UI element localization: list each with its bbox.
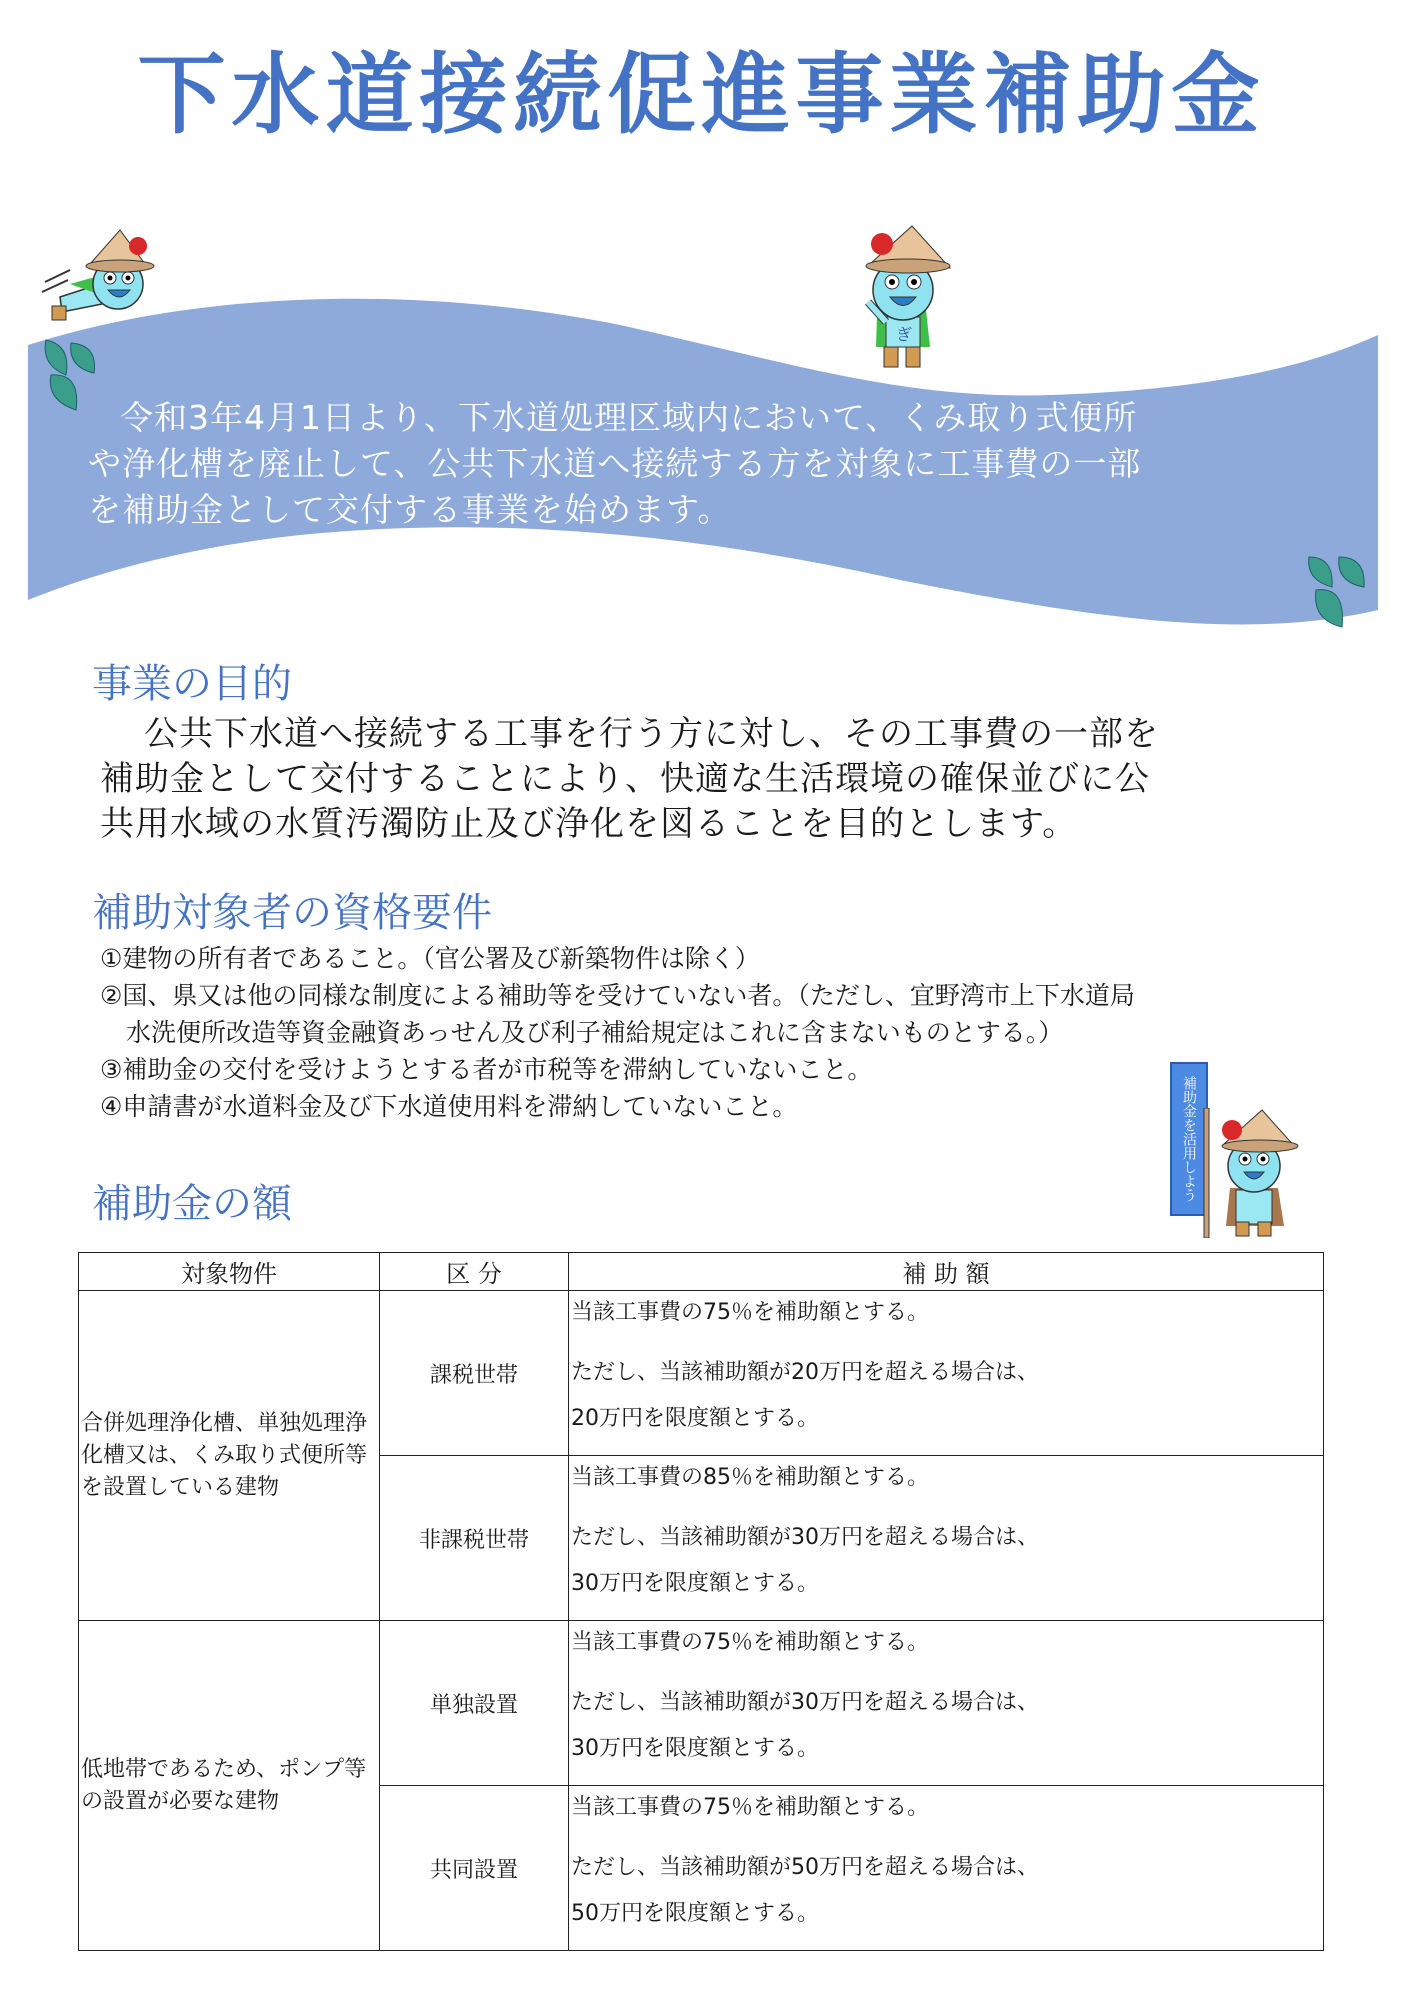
table-header-row — [79, 1253, 1324, 1291]
requirement-item: ③補助金の交付を受けようとする者が市税等を滞納していないこと。 — [100, 1055, 873, 1084]
amount-condition: ただし、当該補助額が30万円を超える場合は、 — [571, 1690, 1039, 1715]
category-cell: 共同設置 — [380, 1786, 569, 1951]
column-header: 区 分 — [380, 1253, 569, 1291]
mascot-flying-icon — [40, 222, 160, 332]
mascot-banner-icon — [1200, 1108, 1310, 1238]
amount-limit: 30万円を限度額とする。 — [571, 1736, 819, 1761]
amount-limit: 20万円を限度額とする。 — [571, 1406, 819, 1431]
target-property-cell: 合併処理浄化槽、単独処理浄化槽又は、くみ取り式便所等を設置している建物 — [79, 1291, 380, 1621]
requirement-item-continuation: 水洗便所改造等資金融資あっせん及び利子補給規定はこれに含まないものとする。） — [126, 1018, 1064, 1047]
column-header: 対象物件 — [79, 1253, 380, 1291]
amount-rate: 当該工事費の85％を補助額とする。 — [571, 1465, 929, 1490]
intro-line: を補助金として交付する事業を始めます。 — [88, 490, 732, 529]
category-cell: 単独設置 — [380, 1621, 569, 1786]
page-title: 下水道接続促進事業補助金 — [137, 43, 1266, 146]
amount-condition: ただし、当該補助額が20万円を超える場合は、 — [571, 1360, 1039, 1385]
section-heading-requirements: 補助対象者の資格要件 — [92, 890, 492, 936]
target-property-cell: 低地帯であるため、ポンプ等の設置が必要な建物 — [79, 1621, 380, 1951]
amount-cell — [569, 1621, 1324, 1786]
category-cell: 課税世帯 — [380, 1291, 569, 1456]
category-cell: 非課税世帯 — [380, 1456, 569, 1621]
banner-flag: 補助金を活用しよう — [1170, 1062, 1208, 1216]
table-row — [79, 1621, 1324, 1786]
amount-limit: 30万円を限度額とする。 — [571, 1571, 819, 1596]
section-heading-amounts: 補助金の額 — [92, 1181, 292, 1227]
requirement-item: ②国、県又は他の同様な制度による補助等を受けていない者。（ただし、宜野湾市上下水道局 — [100, 981, 1135, 1010]
intro-line: や浄化槽を廃止して、公共下水道へ接続する方を対象に工事費の一部 — [88, 444, 1142, 483]
amount-rate: 当該工事費の75％を補助額とする。 — [571, 1630, 929, 1655]
svg-text:ぎ: ぎ — [896, 325, 913, 344]
requirement-item: ①建物の所有者であること。（官公署及び新築物件は除く） — [100, 944, 760, 973]
subsidy-amount-table — [78, 1252, 1324, 1951]
purpose-line: 共用水域の水質汚濁防止及び浄化を図ることを目的とします。 — [100, 804, 1078, 844]
amount-condition: ただし、当該補助額が50万円を超える場合は、 — [571, 1855, 1039, 1880]
intro-text — [88, 395, 1338, 533]
amount-rate: 当該工事費の75％を補助額とする。 — [571, 1795, 929, 1820]
amount-limit: 50万円を限度額とする。 — [571, 1901, 819, 1926]
purpose-line: 補助金として交付することにより、快適な生活環境の確保並びに公 — [100, 759, 1150, 799]
intro-line: 令和3年4月1日より、下水道処理区域内において、くみ取り式便所 — [120, 398, 1138, 437]
taro-leaf-icon — [1304, 552, 1374, 632]
column-header: 補 助 額 — [569, 1253, 1324, 1291]
amount-cell — [569, 1456, 1324, 1621]
amount-cell — [569, 1786, 1324, 1951]
amount-condition: ただし、当該補助額が30万円を超える場合は、 — [571, 1525, 1039, 1550]
section-heading-purpose: 事業の目的 — [92, 661, 292, 707]
amount-cell — [569, 1291, 1324, 1456]
mascot-waving-icon — [838, 222, 968, 372]
purpose-line: 公共下水道へ接続する工事を行う方に対し、その工事費の一部を — [144, 714, 1159, 754]
requirement-item: ④申請書が水道料金及び下水道使用料を滞納していないこと。 — [100, 1092, 798, 1121]
purpose-text — [100, 712, 1320, 847]
taro-leaf-icon — [36, 335, 106, 415]
table-row — [79, 1291, 1324, 1456]
amount-rate: 当該工事費の75％を補助額とする。 — [571, 1300, 929, 1325]
